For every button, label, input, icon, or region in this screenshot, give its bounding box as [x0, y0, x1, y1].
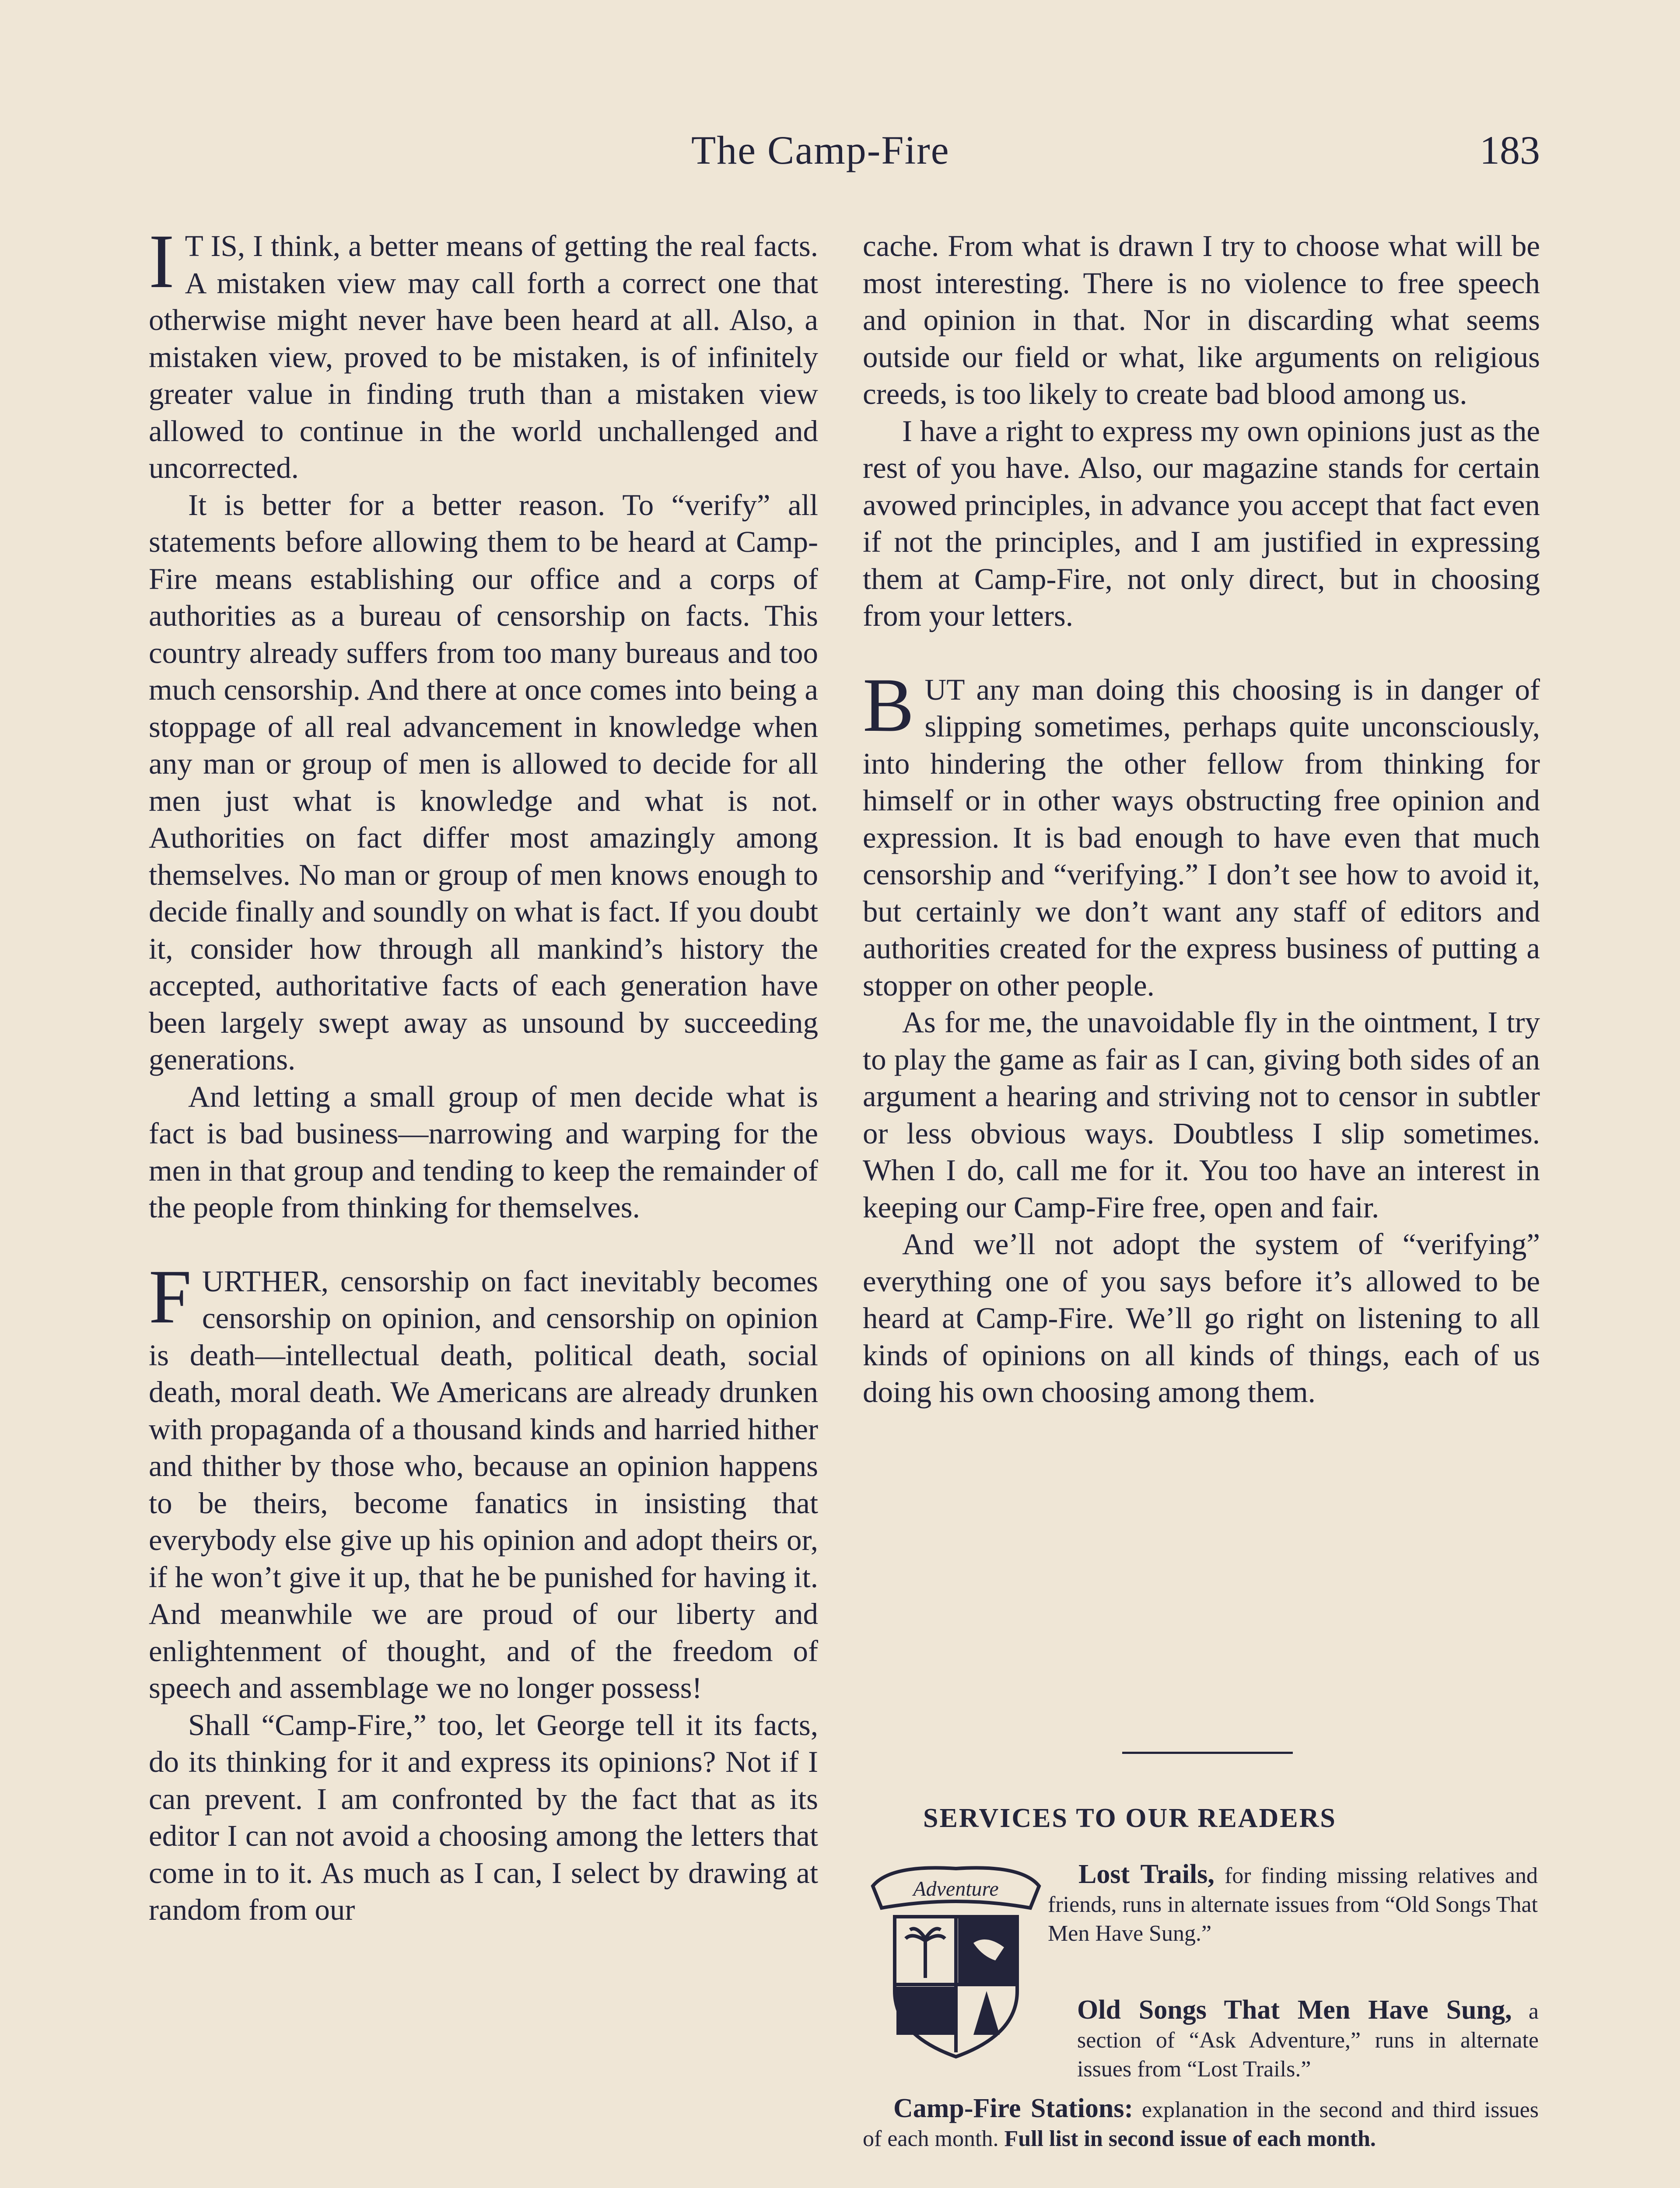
right-column [863, 228, 1540, 1411]
paragraph: As for me, the unavoidable fly in the ointment, I try to play the game as fair as I can, giving both sides of an argument a hearing and striving not to censor in subtler or less obvious ways. Doubtless I slip sometimes. When I do, call me for it. You too have an interest in keeping our Camp-Fire free, open and fair. [863, 1006, 1540, 1224]
service-text: explanation in the second and third issues of each month. [863, 2097, 1539, 2151]
page-number: 183 [1480, 128, 1540, 172]
left-column [149, 219, 818, 1929]
service-lost-trails [1048, 1860, 1538, 1948]
paragraph: Shall “Camp-Fire,” too, let George tell it its facts, do its thinking for it and express its opinions? Not if I can prevent. I am confronted by the fact that as its editor I can not avoid a choosing among the letters that come in to it. As much as I can, I select by drawing at random from our [149, 1708, 818, 1926]
service-old-songs [863, 1995, 1539, 2084]
service-title: Camp-Fire Stations: [893, 2093, 1134, 2123]
service-campfire-stations [863, 2094, 1539, 2153]
service-text: a section of “Ask Adventure,” runs in alternate issues from “Lost Trails.” [1077, 1999, 1539, 2082]
paragraph: I have a right to express my own opinions just as the rest of you have. Also, our magazine stands for certain avowed principles, in advance you accept that fact even if not the principles, and I am justified in expressing them at Camp-Fire, not only direct, but in choosing from your letters. [863, 414, 1540, 632]
drop-cap: B [863, 662, 914, 748]
paragraph-text: URTHER, censorship on fact inevitably becomes censorship on opinion, and censorship on opinion is death—intellectual death, political death, social death, moral death. We Americans are already drunken with propaganda of a thousand kinds and harried hither and thither by those who, because an opinion happens to be theirs, become fanatics in insisting that everybody else give up his opinion and adopt theirs or, if he won’t give it up, that he be punished for having it. And meanwhile we are proud of our liberty and enlightenment of thought, and of the freedom of speech and assemblage we no longer possess! [149, 1264, 818, 1704]
service-text-bold: Full list in second issue of each month. [1004, 2126, 1376, 2151]
service-text: for finding missing relatives and friends, runs in alternate issues from “Old Songs That Men Have Sung.” [1048, 1863, 1538, 1946]
services-heading: SERVICES TO OUR READERS [923, 1803, 1337, 1833]
drop-cap: F [149, 1254, 192, 1339]
section-divider [1122, 1752, 1293, 1754]
drop-cap: I [149, 219, 175, 304]
running-title: The Camp-Fire [691, 128, 950, 172]
crest-label: Adventure [913, 1877, 999, 1900]
service-title: Old Songs That Men Have Sung, [1077, 1995, 1512, 2025]
paragraph: cache. From what is drawn I try to choose what will be most interesting. There is no violence to free speech and opinion in that. Nor in discarding what seems outside our field or what, like arguments on religious creeds, is too likely to create bad blood among us. [863, 229, 1540, 410]
service-title: Lost Trails, [1078, 1859, 1214, 1889]
paragraph: And we’ll not adopt the system of “verifying” everything one of you says before it’s allowed to be heard at Camp-Fire. We’ll go right on listening to all kinds of opinions on all kinds of things, each of us doing his own choosing among them. [863, 1227, 1540, 1409]
paragraph: And letting a small group of men decide what is fact is bad business—narrowing and warping for the men in that group and tending to keep the remainder of the people from thinking for themselves. [149, 1080, 818, 1224]
paragraph [149, 1254, 818, 1707]
page-header [0, 127, 1680, 188]
paragraph [149, 219, 818, 487]
paragraph-text: UT any man doing this choosing is in danger of slipping sometimes, perhaps quite unconsciously, into hindering the other fellow from thinking for himself or in other ways obstructing free opinion and expression. It is bad enough to have even that much censorship and “verifying.” I don’t see how to avoid it, but certainly we don’t want any staff of editors and authorities created for the express business of putting a stopper on other people. [863, 673, 1540, 1002]
paragraph: It is better for a better reason. To “verify” all statements before allowing them to be heard at Camp-Fire means establishing our office and a corps of authorities as a bureau of censorship on facts. This country already suffers from too many bureaus and too much censorship. And there at once comes into being a stoppage of all real advancement in knowledge when any man or group of men is allowed to decide for all men just what is knowledge and what is not. Authorities on fact differ most amazingly among themselves. No man or group of men knows enough to decide finally and soundly on what is fact. If you doubt it, consider how through all mankind’s history the accepted, authoritative facts of each generation have been largely swept away as unsound by succeeding generations. [149, 488, 818, 1076]
paragraph [863, 662, 1540, 1004]
paragraph-text: T IS, I think, a better means of getting the real facts. A mistaken view may call forth a correct one that otherwise might never have been heard at all. Also, a mistaken view, proved to be mistaken, is of infinitely greater value in finding truth than a mistaken view allowed to continue in the world unchallenged and uncorrected. [149, 229, 818, 484]
